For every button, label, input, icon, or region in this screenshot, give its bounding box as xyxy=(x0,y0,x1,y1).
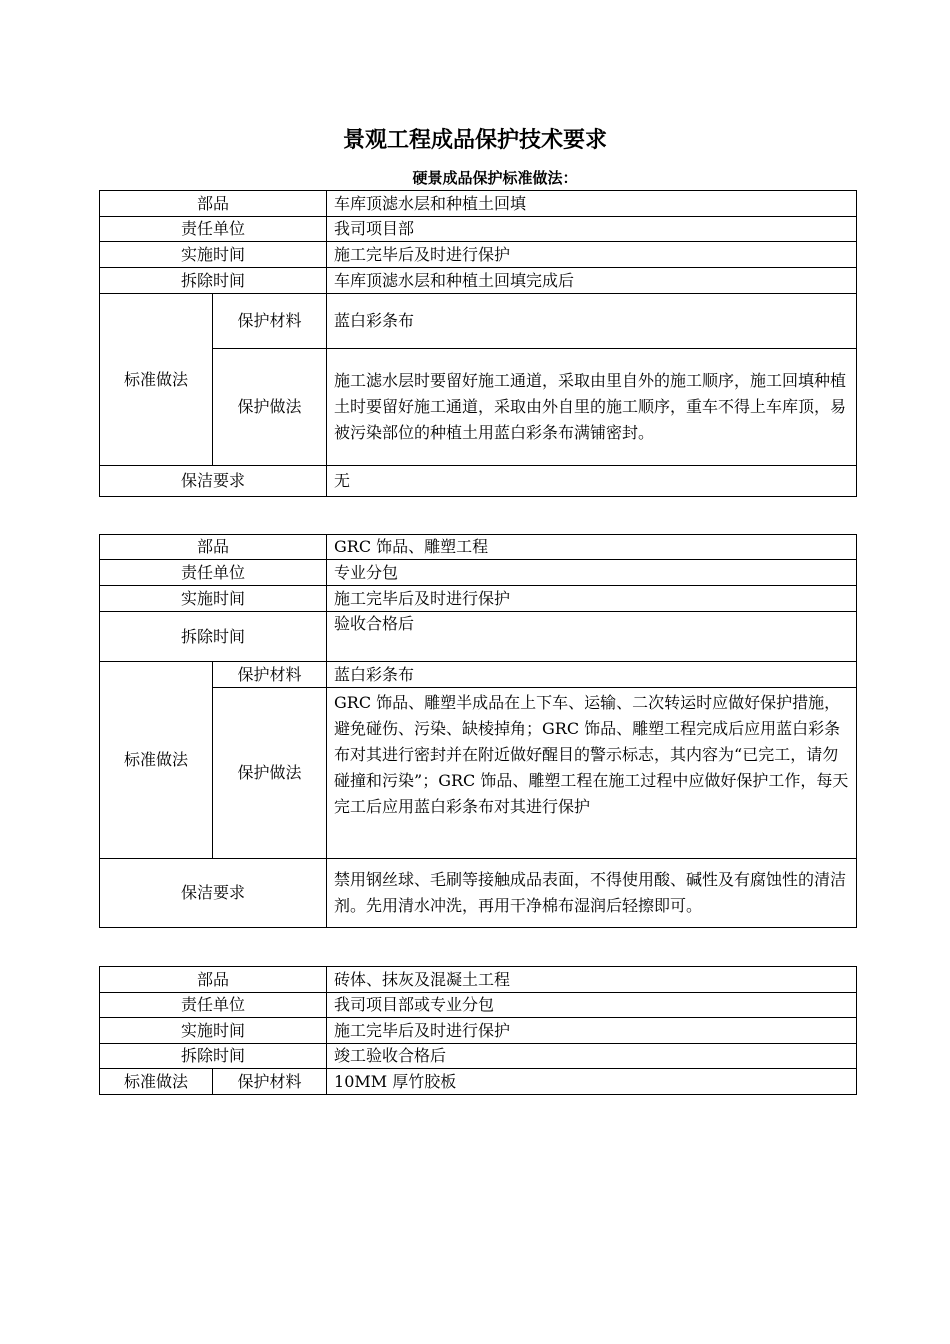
label-responsible: 责任单位 xyxy=(100,993,327,1018)
label-cleaning: 保洁要求 xyxy=(100,466,327,497)
label-standard: 标准做法 xyxy=(100,294,213,466)
value-method: 施工滤水层时要留好施工通道，采取由里自外的施工顺序，施工回填种植土时要留好施工通道，采取由外自里的施工顺序，重车不得上车库顶，易被污染部位的种植土用蓝白彩条布满铺密封。 xyxy=(327,349,857,466)
label-impl-time: 实施时间 xyxy=(100,242,327,268)
label-part: 部品 xyxy=(100,535,327,560)
value-cleaning: 无 xyxy=(327,466,857,497)
label-responsible: 责任单位 xyxy=(100,560,327,586)
label-method: 保护做法 xyxy=(213,349,327,466)
label-material: 保护材料 xyxy=(213,294,327,349)
value-removal-time: 车库顶滤水层和种植土回填完成后 xyxy=(327,268,857,294)
value-material: 蓝白彩条布 xyxy=(327,662,857,688)
value-material: 10MM 厚竹胶板 xyxy=(327,1069,857,1095)
value-part: 砖体、抹灰及混凝土工程 xyxy=(327,967,857,993)
section-subtitle: 硬景成品保护标准做法： xyxy=(412,169,578,187)
value-removal-time: 验收合格后 xyxy=(327,612,857,662)
label-material: 保护材料 xyxy=(213,662,327,688)
value-responsible: 专业分包 xyxy=(327,560,857,586)
value-responsible: 我司项目部 xyxy=(327,217,857,242)
value-responsible: 我司项目部或专业分包 xyxy=(327,993,857,1018)
protection-table-1 xyxy=(99,190,857,497)
label-method: 保护做法 xyxy=(213,688,327,859)
page-title: 景观工程成品保护技术要求 xyxy=(342,128,607,153)
label-responsible: 责任单位 xyxy=(100,217,327,242)
value-impl-time: 施工完毕后及时进行保护 xyxy=(327,242,857,268)
label-part: 部品 xyxy=(100,191,327,217)
protection-table-3 xyxy=(99,966,857,1095)
label-part: 部品 xyxy=(100,967,327,993)
value-method: GRC 饰品、雕塑半成品在上下车、运输、二次转运时应做好保护措施，避免碰伤、污染、缺棱掉角；GRC 饰品、雕塑工程完成后应用蓝白彩条布对其进行密封并在附近做好醒目的警示标志，其内容为“已完工，请勿碰撞和污染”；GRC 饰品、雕塑工程在施工过程中应做好保护工作，每天完工后应用蓝白彩条布对其进行保护 xyxy=(327,688,857,859)
label-removal-time: 拆除时间 xyxy=(100,612,327,662)
label-standard: 标准做法 xyxy=(100,1069,213,1095)
label-removal-time: 拆除时间 xyxy=(100,268,327,294)
value-part: 车库顶滤水层和种植土回填 xyxy=(327,191,857,217)
label-cleaning: 保洁要求 xyxy=(100,859,327,928)
value-removal-time: 竣工验收合格后 xyxy=(327,1044,857,1069)
value-part: GRC 饰品、雕塑工程 xyxy=(327,535,857,560)
label-material: 保护材料 xyxy=(213,1069,327,1095)
value-material: 蓝白彩条布 xyxy=(327,294,857,349)
label-impl-time: 实施时间 xyxy=(100,1018,327,1044)
value-cleaning: 禁用钢丝球、毛刷等接触成品表面，不得使用酸、碱性及有腐蚀性的清洁剂。先用清水冲洗，再用干净棉布湿润后轻擦即可。 xyxy=(327,859,857,928)
label-removal-time: 拆除时间 xyxy=(100,1044,327,1069)
value-impl-time: 施工完毕后及时进行保护 xyxy=(327,1018,857,1044)
label-impl-time: 实施时间 xyxy=(100,586,327,612)
label-standard: 标准做法 xyxy=(100,662,213,859)
protection-table-2 xyxy=(99,534,857,928)
value-impl-time: 施工完毕后及时进行保护 xyxy=(327,586,857,612)
